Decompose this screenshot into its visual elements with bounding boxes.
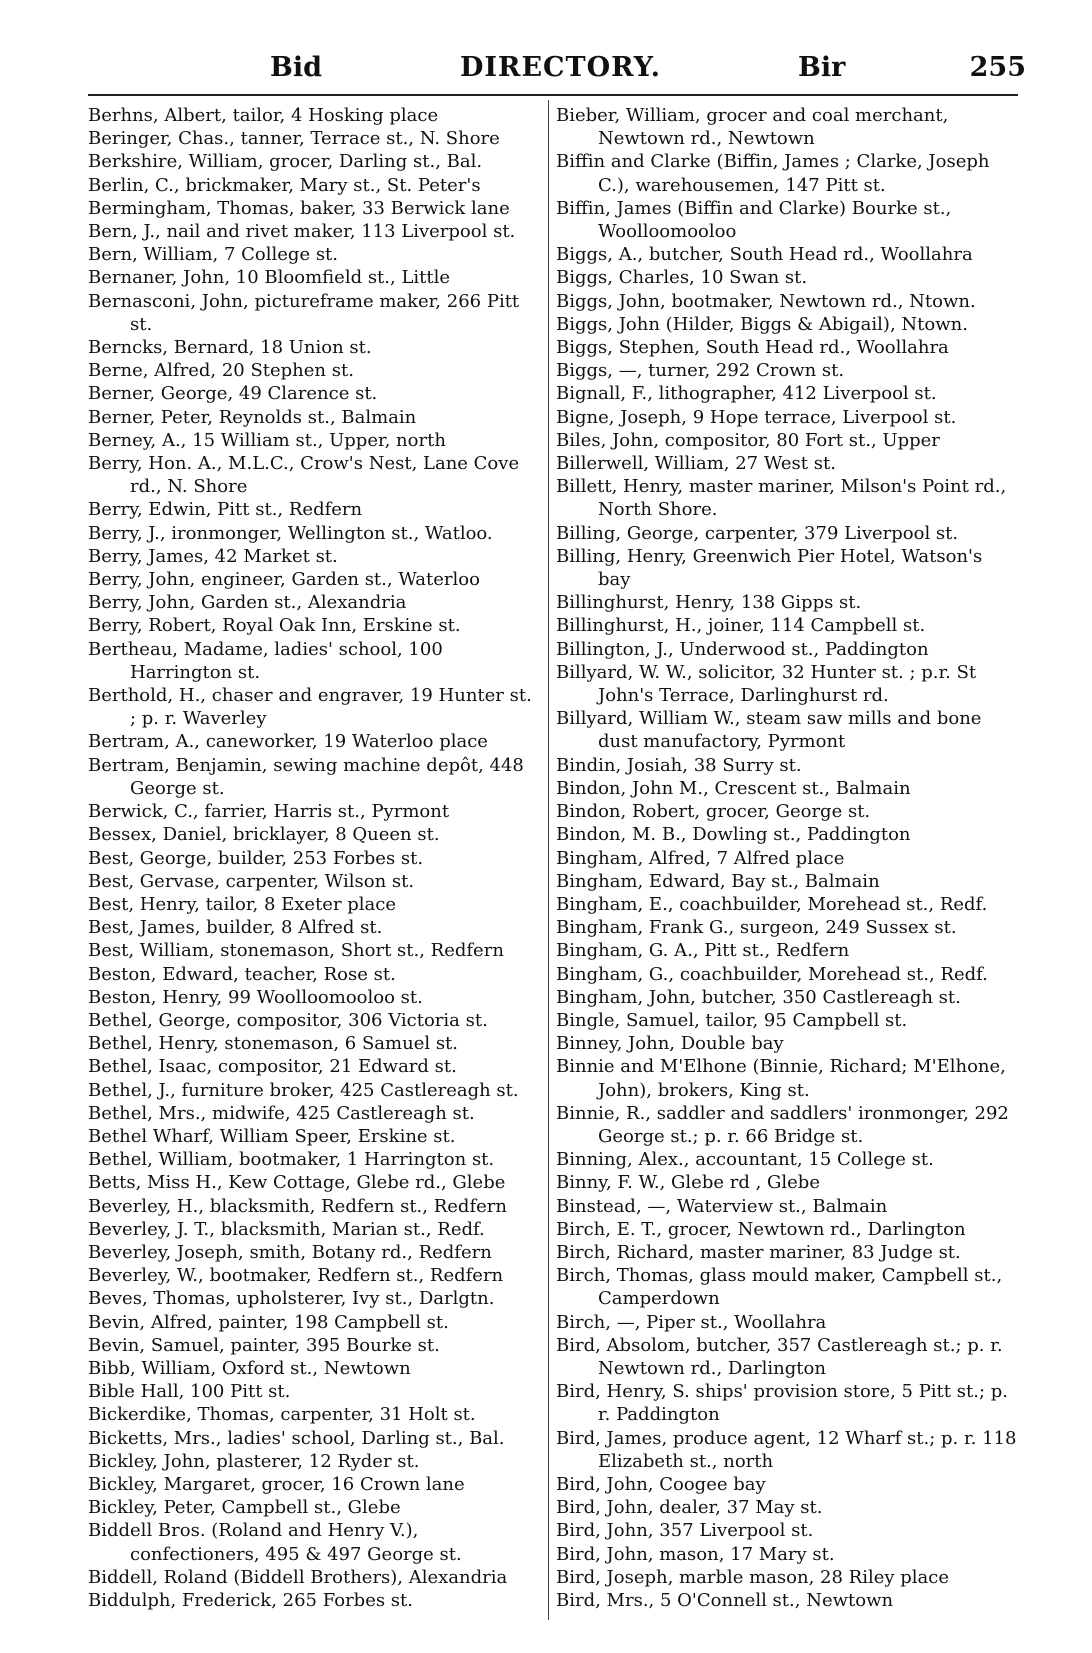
directory-entry: Bindin, Josiah, 38 Surry st. [556,754,802,776]
left-column [88,104,538,1612]
directory-entry: Berncks, Bernard, 18 Union st. [88,337,372,359]
directory-entry: Bernaner, John, 10 Bloomfield st., Little [88,267,451,289]
directory-entry: Billinghurst, Henry, 138 Gipps st. [556,592,862,614]
directory-entry: Bethel, Mrs., midwife, 425 Castlereagh st. [88,1102,475,1124]
directory-entry: Bird, Joseph, marble mason, 28 Riley place [556,1566,950,1588]
directory-entry: Binstead, —, Waterview st., Balmain [556,1195,888,1217]
directory-entry: Berry, Edwin, Pitt st., Redfern [88,499,363,521]
right-guide-word: Bir [798,52,846,83]
directory-entry: Beverley, W., bootmaker, Redfern st., Redfern [88,1265,504,1287]
directory-entry: Berner, George, 49 Clarence st. [88,383,378,405]
directory-entry: Bernasconi, John, pictureframe maker, 266 Pitt st. [88,290,520,335]
directory-entry: Bird, John, Coogee bay [556,1473,766,1495]
directory-entry: Billing, George, carpenter, 379 Liverpool st. [556,522,959,544]
directory-entry: Best, Gervase, carpenter, Wilson st. [88,870,415,892]
page-title: DIRECTORY. [460,52,661,83]
directory-entry: Beverley, Joseph, smith, Botany rd., Redfern [88,1241,492,1263]
directory-entry: Biddell Bros. (Roland and Henry V.), confectioners, 495 & 497 George st. [88,1520,462,1565]
directory-entry: Bingham, E., coachbuilder, Morehead st., Redf. [556,893,988,915]
directory-entry: Beston, Edward, teacher, Rose st. [88,963,396,985]
directory-entry: Bindon, John M., Crescent st., Balmain [556,777,911,799]
directory-entry: Billington, J., Underwood st., Paddington [556,638,929,660]
directory-entry: Bingham, G., coachbuilder, Morehead st., Redf. [556,963,988,985]
page-number: 255 [969,52,1026,83]
directory-entry: Bickley, John, plasterer, 12 Ryder st. [88,1450,420,1472]
directory-entry: Bird, Mrs., 5 O'Connell st., Newtown [556,1590,894,1611]
directory-entry: Bingham, Edward, Bay st., Balmain [556,870,880,892]
directory-entry: Bingham, John, butcher, 350 Castlereagh st. [556,986,961,1008]
directory-entry: Bickley, Margaret, grocer, 16 Crown lane [88,1473,465,1495]
directory-entry: Bertheau, Madame, ladies' school, 100 Harrington st. [88,638,443,683]
directory-entry: Biggs, Stephen, South Head rd., Woollahra [556,337,949,359]
directory-entry: Berlin, C., brickmaker, Mary st., St. Peter's [88,174,481,196]
directory-entry: Beves, Thomas, upholsterer, Ivy st., Darlgtn. [88,1288,495,1310]
directory-entry: Birch, Richard, master mariner, 83 Judge st. [556,1241,961,1263]
directory-entry: Best, James, builder, 8 Alfred st. [88,917,383,939]
directory-entry: Beston, Henry, 99 Woolloomooloo st. [88,986,423,1008]
directory-entry: Berhns, Albert, tailor, 4 Hosking place [88,105,439,126]
directory-entry: Bern, William, 7 College st. [88,244,339,266]
directory-entry: Bethel, J., furniture broker, 425 Castlereagh st. [88,1079,519,1101]
directory-entry: Berry, John, engineer, Garden st., Waterloo [88,569,480,591]
directory-entry: Birch, Thomas, glass mould maker, Campbell st., Camperdown [556,1265,1003,1310]
directory-entry: Berry, John, Garden st., Alexandria [88,592,407,614]
directory-entry: Biggs, —, turner, 292 Crown st. [556,360,845,382]
directory-entry: Billyard, William W., steam saw mills and bone dust manufactory, Pyrmont [556,708,982,753]
directory-entry: Billinghurst, H., joiner, 114 Campbell st. [556,615,926,637]
directory-entry: Bessex, Daniel, bricklayer, 8 Queen st. [88,824,440,846]
directory-entry: Bicketts, Mrs., ladies' school, Darling st., Bal. [88,1427,505,1449]
directory-entry: Biggs, John (Hilder, Biggs & Abigail), Ntown. [556,313,968,335]
directory-entry: Billing, Henry, Greenwich Pier Hotel, Watson's bay [556,545,983,591]
directory-entry: Biggs, Charles, 10 Swan st. [556,267,808,289]
directory-entry: Binny, F. W., Glebe rd , Glebe [556,1172,820,1194]
directory-entry: Bern, J., nail and rivet maker, 113 Liverpool st. [88,221,516,243]
directory-entry: Bethel Wharf, William Speer, Erskine st. [88,1125,456,1147]
directory-entry: Berry, Hon. A., M.L.C., Crow's Nest, Lane Cove rd., N. Shore [88,453,520,498]
directory-entry: Biles, John, compositor, 80 Fort st., Upper [556,429,940,451]
directory-entry: Bindon, M. B., Dowling st., Paddington [556,824,911,846]
directory-entry: Bird, John, dealer, 37 May st. [556,1497,823,1519]
directory-entry: Billett, Henry, master mariner, Milson's Point rd., North Shore. [556,476,1007,521]
directory-entry: Bird, John, mason, 17 Mary st. [556,1543,835,1565]
directory-entry: Billerwell, William, 27 West st. [556,453,836,475]
directory-entry: Beverley, H., blacksmith, Redfern st., Redfern [88,1195,507,1217]
directory-entry: Berry, James, 42 Market st. [88,545,338,567]
header-rule [88,94,1018,96]
directory-entry: Berne, Alfred, 20 Stephen st. [88,360,354,382]
directory-entry: Biffin and Clarke (Biffin, James ; Clarke, Joseph C.), warehousemen, 147 Pitt st. [556,151,990,196]
directory-entry: Beringer, Chas., tanner, Terrace st., N. Shore [88,128,500,150]
directory-entry: Biggs, A., butcher, South Head rd., Woollahra [556,244,973,266]
directory-entry: Bingham, Frank G., surgeon, 249 Sussex st. [556,917,957,939]
directory-entry: Bickley, Peter, Campbell st., Glebe [88,1497,401,1519]
right-column [556,104,1018,1612]
directory-entry: Bingham, G. A., Pitt st., Redfern [556,940,850,962]
directory-entry: Bethel, Isaac, compositor, 21 Edward st. [88,1056,457,1078]
directory-entry: Biffin, James (Biffin and Clarke) Bourke st., Woolloomooloo [556,197,952,243]
directory-entry: Bingham, Alfred, 7 Alfred place [556,847,845,869]
directory-entry: Bible Hall, 100 Pitt st. [88,1381,291,1403]
directory-entry: Berkshire, William, grocer, Darling st., Bal. [88,151,483,173]
directory-entry: Betts, Miss H., Kew Cottage, Glebe rd., Glebe [88,1172,506,1194]
directory-entry: Bevin, Samuel, painter, 395 Bourke st. [88,1334,440,1356]
directory-entry: Bingle, Samuel, tailor, 95 Campbell st. [556,1009,908,1031]
directory-entry: Bird, John, 357 Liverpool st. [556,1520,814,1542]
directory-entry: Bertram, Benjamin, sewing machine depôt, 448 George st. [88,754,524,799]
directory-entry: Biddell, Roland (Biddell Brothers), Alexandria [88,1566,508,1588]
directory-entry: Binning, Alex., accountant, 15 College st. [556,1149,934,1171]
directory-entry: Bindon, Robert, grocer, George st. [556,801,871,823]
column-divider [548,100,549,1620]
directory-entry: Bertram, A., caneworker, 19 Waterloo place [88,731,488,753]
directory-entry: Bird, Henry, S. ships' provision store, 5 Pitt st.; p. r. Paddington [556,1381,1008,1426]
directory-entry: Bethel, William, bootmaker, 1 Harrington st. [88,1149,495,1171]
directory-entry: Biggs, John, bootmaker, Newtown rd., Ntown. [556,290,976,312]
directory-entry: Bird, James, produce agent, 12 Wharf st.; p. r. 118 Elizabeth st., north [556,1427,1017,1472]
directory-entry: Bevin, Alfred, painter, 198 Campbell st. [88,1311,449,1333]
directory-entry: Bethel, Henry, stonemason, 6 Samuel st. [88,1033,459,1055]
directory-entry: Berner, Peter, Reynolds st., Balmain [88,406,417,428]
directory-entry: Billyard, W. W., solicitor, 32 Hunter st. ; p.r. St John's Terrace, Darlinghurst rd. [556,661,977,707]
directory-entry: Best, George, builder, 253 Forbes st. [88,847,424,869]
directory-entry: Biddulph, Frederick, 265 Forbes st. [88,1590,414,1611]
directory-entry: Bethel, George, compositor, 306 Victoria st. [88,1009,488,1031]
directory-entry: Birch, E. T., grocer, Newtown rd., Darlington [556,1218,966,1240]
directory-entry: Binney, John, Double bay [556,1033,784,1055]
directory-entry: Bignall, F., lithographer, 412 Liverpool st. [556,383,937,405]
directory-entry: Berry, J., ironmonger, Wellington st., Watloo. [88,522,493,544]
page-header [90,52,1026,92]
directory-entry: Berney, A., 15 William st., Upper, north [88,429,446,451]
left-guide-word: Bid [270,52,322,83]
directory-entry: Birch, —, Piper st., Woollahra [556,1311,827,1333]
directory-entry: Berry, Robert, Royal Oak Inn, Erskine st. [88,615,461,637]
directory-entry: Best, Henry, tailor, 8 Exeter place [88,893,397,915]
directory-entry: Bigne, Joseph, 9 Hope terrace, Liverpool st. [556,406,957,428]
directory-entry: Berthold, H., chaser and engraver, 19 Hunter st. ; p. r. Waverley [88,685,532,730]
directory-entry: Bibb, William, Oxford st., Newtown [88,1357,411,1379]
directory-entry: Best, William, stonemason, Short st., Redfern [88,940,504,962]
directory-entry: Bermingham, Thomas, baker, 33 Berwick lane [88,197,510,219]
directory-entry: Binnie and M'Elhone (Binnie, Richard; M'Elhone, John), brokers, King st. [556,1056,1006,1101]
directory-entry: Bickerdike, Thomas, carpenter, 31 Holt st. [88,1404,476,1426]
directory-entry: Bird, Absolom, butcher, 357 Castlereagh st.; p. r. Newtown rd., Darlington [556,1334,1003,1379]
directory-entry: Bieber, William, grocer and coal merchant, Newtown rd., Newtown [556,105,949,150]
directory-entry: Berwick, C., farrier, Harris st., Pyrmont [88,801,450,823]
directory-entry: Beverley, J. T., blacksmith, Marian st., Redf. [88,1218,485,1240]
directory-entry: Binnie, R., saddler and saddlers' ironmonger, 292 George st.; p. r. 66 Bridge st. [556,1102,1009,1147]
